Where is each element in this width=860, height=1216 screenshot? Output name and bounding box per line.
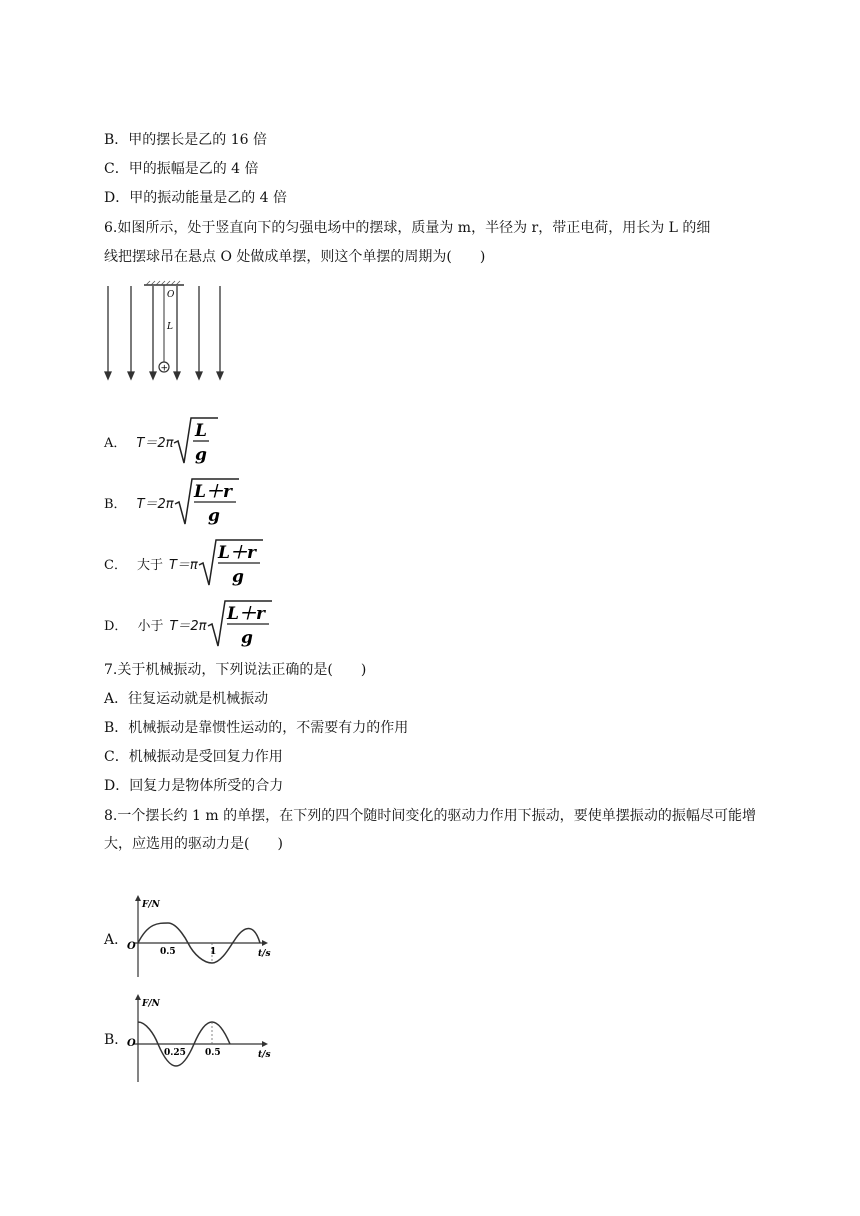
q8-option-b-label: B．	[104, 1032, 129, 1048]
q7-option-d: D．回复力是物体所受的合力	[104, 778, 284, 794]
pendulum-field-figure	[100, 280, 230, 382]
length-label: L	[167, 322, 173, 332]
tick-label: 0.5	[160, 947, 176, 957]
q6-stem-line2: 线把摆球吊在悬点 O 处做成单摆，则这个单摆的周期为( )	[104, 249, 486, 265]
q5-option-c: C．甲的振幅是乙的 4 倍	[104, 161, 259, 177]
y-axis-label: F/N	[142, 999, 160, 1009]
sqrt-fraction	[173, 416, 219, 466]
q5-option-d: D．甲的振动能量是乙的 4 倍	[104, 190, 288, 206]
svg-text:L: L	[195, 421, 208, 441]
q7-option-b: B．机械振动是靠惯性运动的，不需要有力的作用	[104, 720, 409, 736]
q6-option-d: D． 小于 T＝2π L＋r g	[104, 599, 273, 649]
sqrt-fraction	[198, 538, 264, 588]
tick-label: 0.5	[205, 1048, 221, 1058]
sqrt-fraction	[207, 599, 273, 649]
q6-option-b: B． T＝2π L＋r g	[104, 477, 240, 527]
origin-label: O	[127, 1038, 136, 1049]
charge-label: +	[160, 363, 169, 374]
q6-option-c: C． 大于 T＝π L＋r g	[104, 538, 264, 588]
q7-stem: 7.关于机械振动，下列说法正确的是( )	[104, 662, 367, 678]
q6-stem-line1: 6.如图所示，处于竖直向下的匀强电场中的摆球，质量为 m，半径为 r，带正电荷，用长为 L 的细	[104, 220, 711, 236]
svg-text:L＋r: L＋r	[217, 543, 256, 563]
q8-option-a-label: A．	[104, 932, 129, 948]
q6-option-a: A． T＝2π L g	[104, 416, 219, 466]
q8-stem: 8.一个摆长约 1 m 的单摆，在下列的四个随时间变化的驱动力作用下振动，要使单摆振动的振幅尽可能增大，应选用的驱动力是( )	[104, 808, 756, 852]
svg-text:L＋r: L＋r	[226, 604, 265, 624]
x-axis-label: t/s	[258, 1050, 271, 1060]
pivot-label: O	[167, 290, 175, 300]
y-axis-label: F/N	[142, 900, 160, 910]
origin-label: O	[127, 941, 136, 952]
q8-option-b-graph	[124, 992, 276, 1084]
svg-text:L＋r: L＋r	[193, 482, 232, 502]
svg-text:g: g	[207, 506, 220, 526]
x-axis-label: t/s	[258, 949, 271, 959]
q7-option-a: A．往复运动就是机械振动	[104, 691, 269, 707]
svg-text:g: g	[231, 567, 244, 587]
svg-text:g: g	[240, 628, 253, 648]
tick-label: 1	[210, 947, 217, 957]
q5-option-b: B．甲的摆长是乙的 16 倍	[104, 132, 268, 148]
q8-option-a-graph	[124, 893, 276, 979]
q7-option-c: C．机械振动是受回复力作用	[104, 749, 283, 765]
sqrt-fraction	[174, 477, 240, 527]
tick-label: 0.25	[164, 1048, 186, 1058]
svg-text:g: g	[195, 445, 208, 465]
